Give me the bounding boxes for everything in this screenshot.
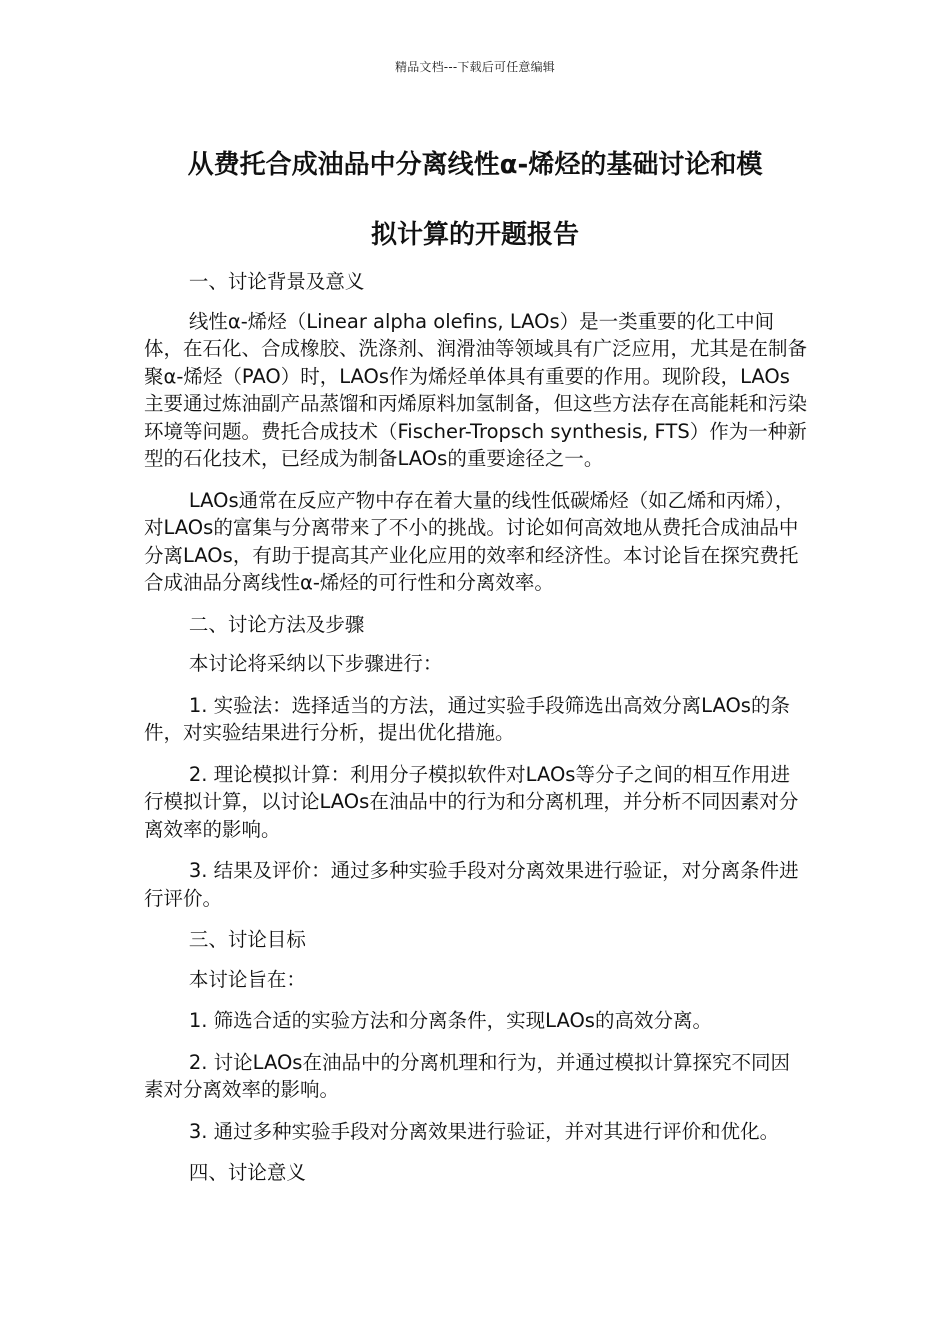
list-item-goal-2: 2. 讨论LAOs在油品中的分离机理和行为，并通过模拟计算探究不同因素对分离效率的影响。 xyxy=(144,1050,790,1101)
section-heading-background: 一、讨论背景及意义 xyxy=(188,270,365,293)
list-item-method-3: 3. 结果及评价：通过多种实验手段对分离效果进行验证，对分离条件进行评价。 xyxy=(144,859,799,910)
list-item-method-1: 1. 实验法：选择适当的方法，通过实验手段筛选出高效分离LAOs的条件，对实验结果进行分析，提出优化措施。 xyxy=(144,693,790,744)
title-line-2: 拟计算的开题报告 xyxy=(370,220,579,250)
header-note: 精品文档---下载后可任意编辑 xyxy=(395,60,555,74)
paragraph-methods-intro: 本讨论将采纳以下步骤进行： xyxy=(188,652,443,675)
paragraph-goals-intro: 本讨论旨在： xyxy=(188,967,306,991)
section-heading-goals: 三、讨论目标 xyxy=(188,928,306,951)
document-title xyxy=(140,130,810,270)
list-item-goal-3: 3. 通过多种实验手段对分离效果进行验证，并对其进行评价和优化。 xyxy=(188,1119,780,1143)
document-body xyxy=(144,268,808,1199)
paragraph-background-1: 线性α-烯烃（Linear alpha olefins, LAOs）是一类重要的化工中间体，在石化、合成橡胶、洗涤剂、润滑油等领域具有广泛应用，尤其是在制备聚α-烯烃（PAO）时，LAOs作为烯烃单体具有重要的作用。现阶段，LAOs主要通过炼油副产品蒸馏和丙烯原料加氢制备，但这些方法存在高能耗和污染环境等问题。费托合成技术（Fischer-Tropsch synthesis, FTS）作为一种新型的石化技术，已经成为制备LAOs的重要途径之一。 xyxy=(144,309,808,470)
section-heading-significance: 四、讨论意义 xyxy=(188,1161,306,1184)
list-item-method-2: 2. 理论模拟计算：利用分子模拟软件对LAOs等分子之间的相互作用进行模拟计算，以讨论LAOs在油品中的行为和分离机理，并分析不同因素对分离效率的影响。 xyxy=(144,762,799,841)
paragraph-background-2: LAOs通常在反应产物中存在着大量的线性低碳烯烃（如乙烯和丙烯），对LAOs的富集与分离带来了不小的挑战。讨论如何高效地从费托合成油品中分离LAOs，有助于提高其产业化应用的效率和经济性。本讨论旨在探究费托合成油品分离线性α-烯烃的可行性和分离效率。 xyxy=(144,488,799,594)
section-heading-methods: 二、讨论方法及步骤 xyxy=(188,612,365,636)
list-item-goal-1: 1. 筛选合适的实验方法和分离条件，实现LAOs的高效分离。 xyxy=(188,1009,712,1032)
title-line-1: 从费托合成油品中分离线性α-烯烃的基础讨论和模 xyxy=(187,150,763,180)
